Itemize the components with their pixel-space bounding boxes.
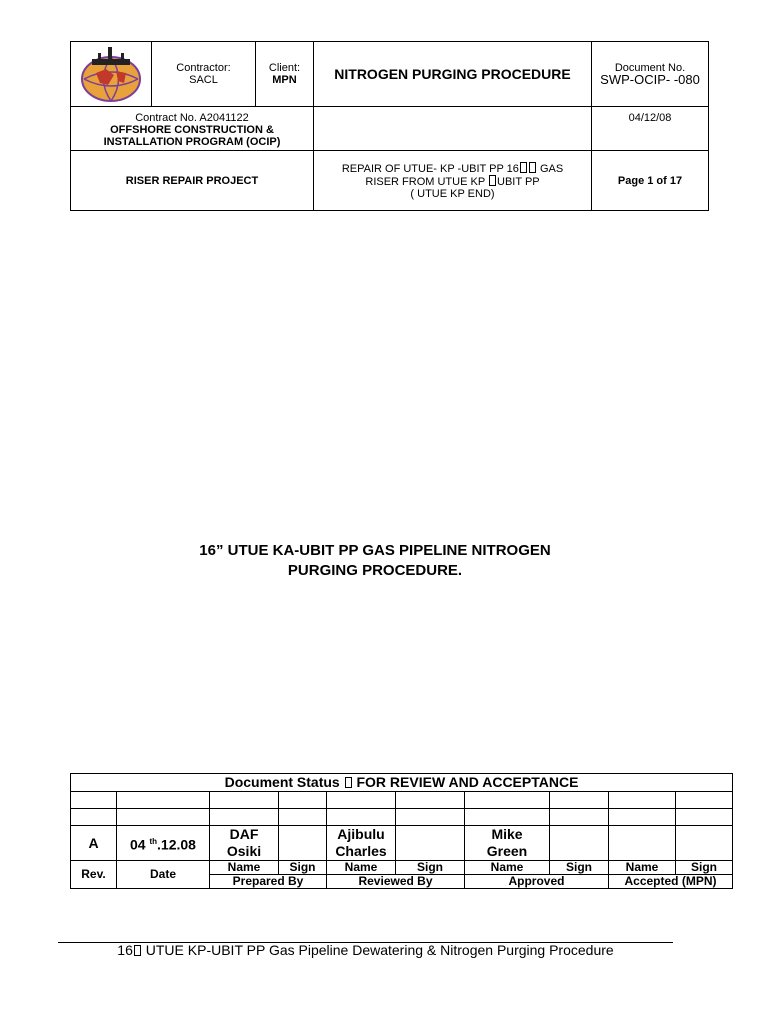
approved-header: Approved xyxy=(465,875,609,889)
name-label: Name xyxy=(327,861,396,875)
client-cell xyxy=(256,42,314,107)
prepared-by-header: Prepared By xyxy=(210,875,327,889)
scope-cell xyxy=(314,151,592,211)
scope-line-3: ( UTUE KP END) xyxy=(410,187,495,200)
main-title-line-2: PURGING PROCEDURE. xyxy=(287,562,463,579)
sign-label: Sign xyxy=(279,861,327,875)
date-column-header: Date xyxy=(117,861,210,889)
accepted-sign xyxy=(676,826,733,861)
company-logo-cell xyxy=(71,42,152,107)
name-label: Name xyxy=(465,861,550,875)
main-title xyxy=(120,541,630,581)
document-title: NITROGEN PURGING PROCEDURE xyxy=(314,42,592,107)
program-line-2: INSTALLATION PROGRAM (OCIP) xyxy=(103,136,281,148)
document-number-value: SWP-OCIP- -080 xyxy=(600,72,700,87)
prepared-by-sign xyxy=(279,826,327,861)
missing-glyph-icon xyxy=(489,175,496,186)
missing-glyph-icon xyxy=(134,945,141,956)
document-date: 04/12/08 xyxy=(592,107,709,151)
empty-cell xyxy=(314,107,592,151)
main-title-line-1: 16” UTUE KA-UBIT PP GAS PIPELINE NITROGEN xyxy=(199,542,551,559)
sign-label: Sign xyxy=(396,861,465,875)
scope-line-1: REPAIR OF UTUE- KP -UBIT PP 16 GAS xyxy=(341,162,564,175)
blank-row xyxy=(71,809,733,826)
sign-label: Sign xyxy=(676,861,733,875)
page-number: Page 1 of 17 xyxy=(592,151,709,211)
approved-name: Mike Green xyxy=(465,826,550,861)
reviewed-by-sign xyxy=(396,826,465,861)
approved-sign xyxy=(550,826,609,861)
prepared-by-name: DAF Osiki xyxy=(210,826,279,861)
missing-glyph-icon xyxy=(520,162,527,173)
contractor-value: SACL xyxy=(189,74,218,86)
document-status-heading: Document Status FOR REVIEW AND ACCEPTANCE xyxy=(71,774,733,792)
accepted-header: Accepted (MPN) xyxy=(609,875,733,889)
revision-value: A xyxy=(71,826,117,861)
contractor-label: Contractor: xyxy=(176,62,231,74)
document-number-label: Document No. xyxy=(614,62,686,74)
revision-row xyxy=(71,826,733,861)
missing-glyph-icon xyxy=(345,777,352,788)
name-label: Name xyxy=(210,861,279,875)
reviewed-by-name: Ajibulu Charles xyxy=(327,826,396,861)
revision-date: 04 $^{th}$.12.08 xyxy=(117,826,210,861)
client-value: MPN xyxy=(272,74,297,86)
scope-line-2: RISER FROM UTUE KP UBIT PP xyxy=(365,175,540,188)
contract-cell xyxy=(71,107,314,151)
name-label: Name xyxy=(609,861,676,875)
blank-row xyxy=(71,792,733,809)
contractor-cell xyxy=(152,42,256,107)
page-footer: 16 UTUE KP-UBIT PP Gas Pipeline Dewatering & Nitrogen Purging Procedure xyxy=(117,942,614,958)
contract-number: Contract No. A2041122 xyxy=(135,112,249,124)
missing-glyph-icon xyxy=(529,162,536,173)
accepted-name xyxy=(609,826,676,861)
document-header-table xyxy=(70,41,709,211)
rev-column-header: Rev. xyxy=(71,861,117,889)
sign-label: Sign xyxy=(550,861,609,875)
client-label: Client: xyxy=(268,62,301,74)
program-line-1: OFFSHORE CONSTRUCTION & xyxy=(110,124,274,136)
project-name: RISER REPAIR PROJECT xyxy=(71,151,314,211)
reviewed-by-header: Reviewed By xyxy=(327,875,465,889)
company-logo xyxy=(78,45,144,103)
document-status-table xyxy=(70,773,733,889)
document-number-cell xyxy=(592,42,709,107)
